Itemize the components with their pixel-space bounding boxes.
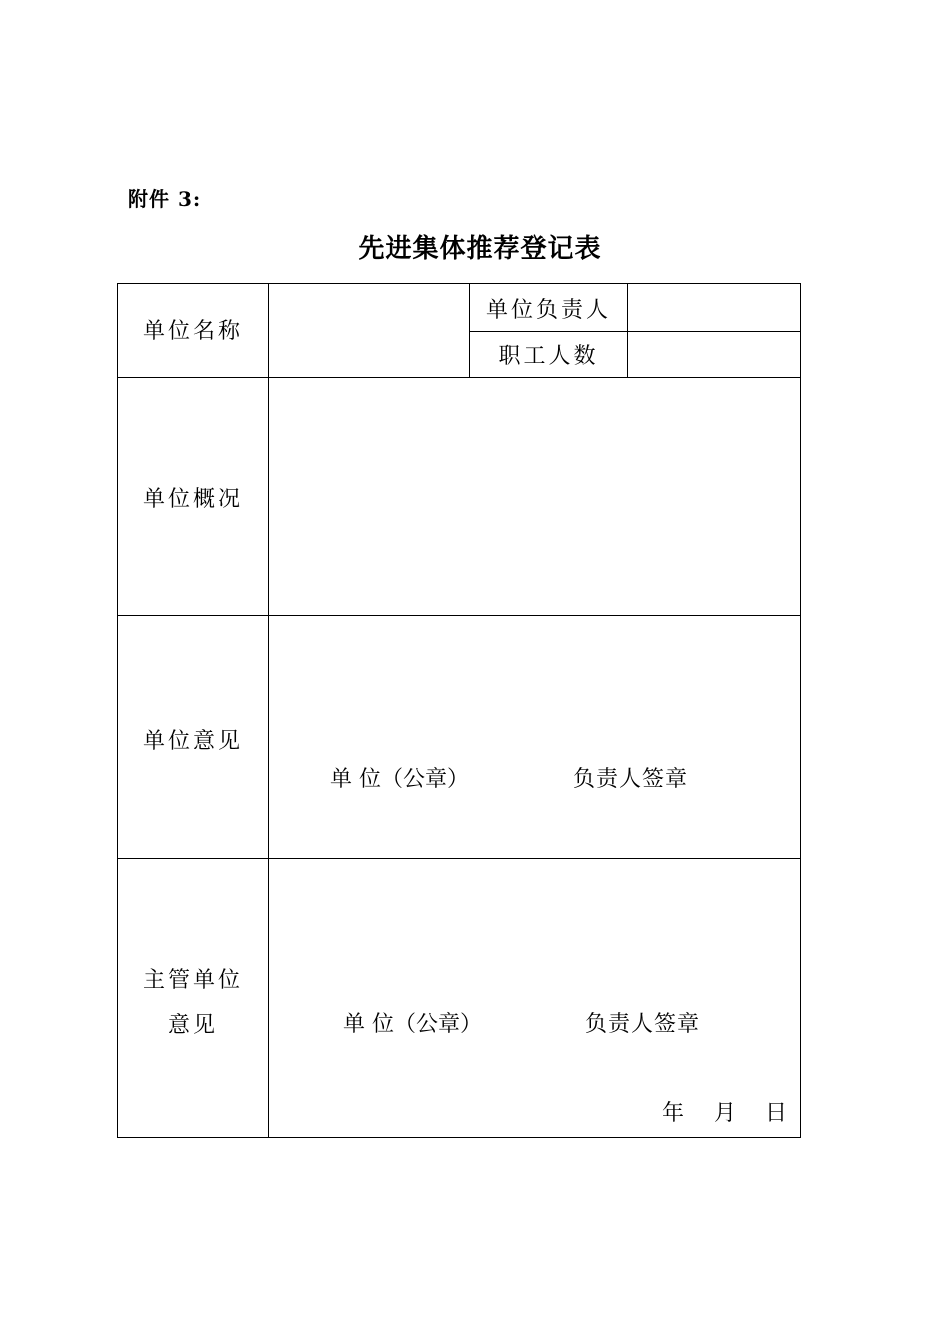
supervisor-opinion-label-line1: 主管单位 bbox=[142, 968, 243, 993]
supervisor-opinion-signature: 负责人签章 bbox=[585, 1012, 701, 1037]
supervisor-opinion-stamp: 单 位（公章） bbox=[343, 1012, 482, 1037]
unit-name-label: 单位名称 bbox=[142, 319, 243, 344]
attachment-label: 附件 3: bbox=[128, 187, 202, 211]
unit-name-field[interactable] bbox=[269, 284, 469, 377]
supervisor-opinion-label-line2: 意见 bbox=[167, 1013, 218, 1038]
table-border-bottom bbox=[117, 1137, 801, 1138]
unit-opinion-label: 单位意见 bbox=[142, 729, 243, 754]
unit-head-field[interactable] bbox=[628, 284, 800, 331]
staff-count-label: 职工人数 bbox=[498, 344, 599, 369]
staff-count-field[interactable] bbox=[628, 332, 800, 377]
date-month: 月 bbox=[714, 1101, 737, 1126]
form-title: 先进集体推荐登记表 bbox=[358, 234, 602, 264]
unit-overview-label: 单位概况 bbox=[142, 487, 243, 512]
unit-head-label: 单位负责人 bbox=[485, 298, 611, 323]
table-border-right bbox=[800, 283, 801, 1138]
date-day: 日 bbox=[765, 1101, 788, 1126]
unit-overview-field[interactable] bbox=[269, 378, 800, 615]
unit-opinion-stamp: 单 位（公章） bbox=[330, 767, 469, 792]
unit-opinion-field[interactable] bbox=[269, 616, 800, 858]
unit-opinion-signature: 负责人签章 bbox=[573, 767, 689, 792]
date-year: 年 bbox=[662, 1101, 685, 1126]
